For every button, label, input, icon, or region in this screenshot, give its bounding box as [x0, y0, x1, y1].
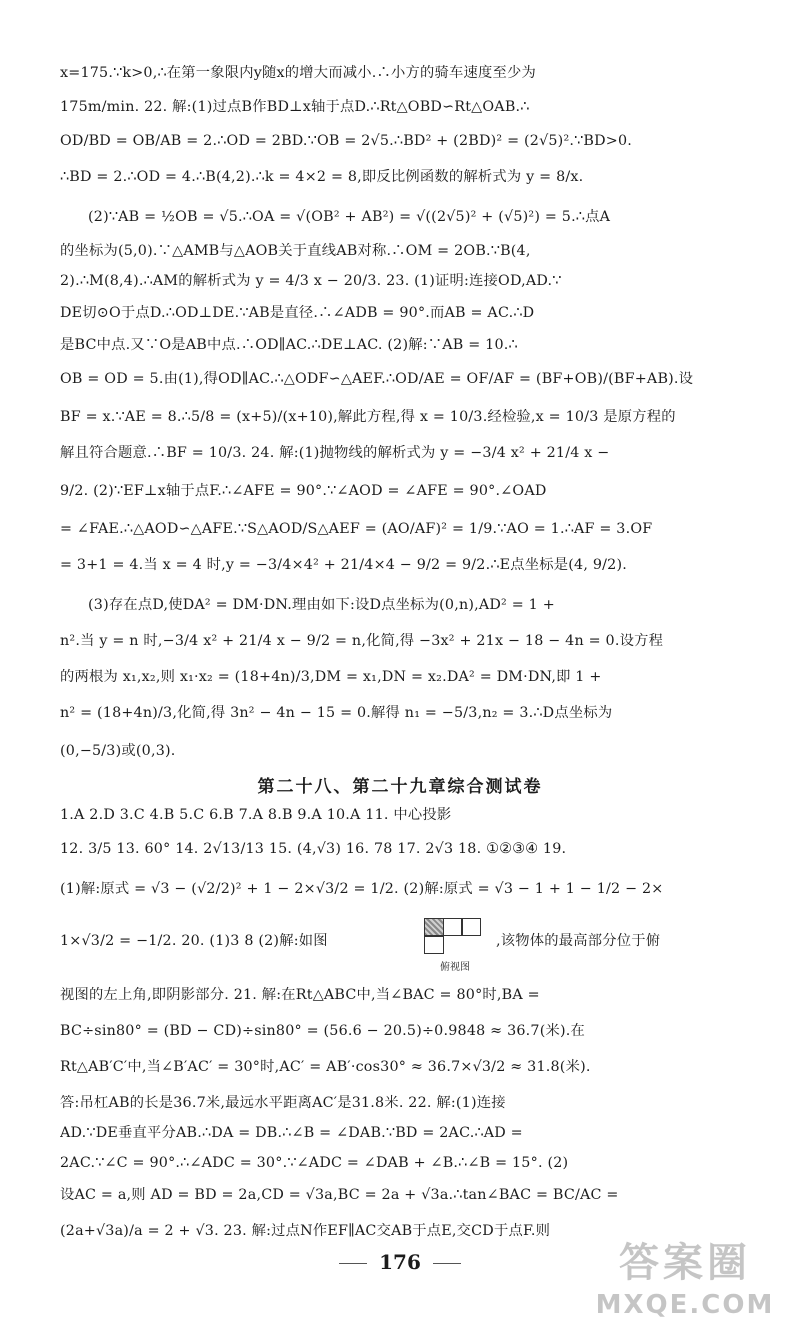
text-line: 答:吊杠AB的长是36.7米,最远水平距离AC′是31.8米. 22. 解:(1)连接	[60, 1095, 506, 1111]
watermark-cn: 答案圈	[619, 1240, 751, 1286]
section-title: 第二十八、第二十九章综合测试卷	[257, 777, 543, 797]
figure-grid-row	[424, 918, 492, 936]
figure-caption: 俯视图	[440, 962, 470, 973]
grid-cell	[424, 936, 444, 954]
text-line: DE切⊙O于点D.∴OD⊥DE.∵AB是直径.∴∠ADB = 90°.而AB = AC.∴D	[60, 305, 535, 321]
page-number-text: 176	[379, 1250, 421, 1274]
text-line: OD/BD = OB/AB = 2.∴OD = 2BD.∵OB = 2√5.∴BD² + (2BD)² = (2√5)².∵BD>0.	[60, 133, 633, 149]
text-line: 解且符合题意.∴BF = 10/3. 24. 解:(1)抛物线的解析式为 y = −3/4 x² + 21/4 x −	[60, 445, 610, 461]
top-view-figure	[424, 918, 492, 973]
grid-cell	[461, 918, 481, 936]
blank-cell	[461, 936, 481, 954]
text-line: (3)存在点D,使DA² = DM·DN.理由如下:设D点坐标为(0,n),AD² = 1 +	[88, 597, 555, 613]
text-line: OB = OD = 5.由(1),得OD∥AC.∴△ODF∽△AEF.∴OD/AE = OF/AF = (BF+OB)/(BF+AB).设	[60, 371, 694, 387]
text-line: (1)解:原式 = √3 − (√2/2)² + 1 − 2×√3/2 = 1/2. (2)解:原式 = √3 − 1 + 1 − 1/2 − 2×	[60, 881, 664, 897]
text-line: x=175.∵k>0,∴在第一象限内y随x的增大而减小.∴小方的骑车速度至少为	[60, 65, 536, 81]
figure-note: ,该物体的最高部分位于俯	[496, 933, 661, 949]
text-line: 1.A 2.D 3.C 4.B 5.C 6.B 7.A 8.B 9.A 10.A 11. 中心投影	[60, 807, 452, 823]
text-line: 2).∴M(8,4).∴AM的解析式为 y = 4/3 x − 20/3. 23. (1)证明:连接OD,AD.∵	[60, 273, 562, 289]
text-line: 2AC.∵∠C = 90°.∴∠ADC = 30°.∵∠ADC = ∠DAB + ∠B.∴∠B = 15°. (2)	[60, 1155, 569, 1171]
text-line: 的坐标为(5,0).∵△AMB与△AOB关于直线AB对称.∴OM = 2OB.∵B(4,	[60, 243, 531, 259]
text-line: = ∠FAE.∴△AOD∽△AFE.∵S△AOD/S△AEF = (AO/AF)² = 1/9.∵AO = 1.∴AF = 3.OF	[60, 521, 653, 537]
blank-cell	[443, 936, 463, 954]
dash-right	[433, 1263, 461, 1264]
dash-left	[339, 1263, 367, 1264]
text-line: (2)∵AB = ½OB = √5.∴OA = √(OB² + AB²) = √((2√5)² + (√5)²) = 5.∴点A	[88, 209, 611, 225]
text-line: 175m/min. 22. 解:(1)过点B作BD⊥x轴于点D.∴Rt△OBD∽Rt△OAB.∴	[60, 99, 530, 115]
text-line: n² = (18+4n)/3,化简,得 3n² − 4n − 15 = 0.解得 n₁ = −5/3,n₂ = 3.∴D点坐标为	[60, 705, 613, 721]
grid-cell	[443, 918, 463, 936]
text-line: 是BC中点.又∵O是AB中点.∴OD∥AC.∴DE⊥AC. (2)解:∵AB = 10.∴	[60, 337, 518, 353]
text-line: (2a+√3a)/a = 2 + √3. 23. 解:过点N作EF∥AC交AB于点E,交CD于点F.则	[60, 1223, 551, 1239]
text-line: 的两根为 x₁,x₂,则 x₁·x₂ = (18+4n)/3,DM = x₁,DN = x₂.DA² = DM·DN,即 1 +	[60, 669, 602, 685]
figure-grid-row	[424, 936, 492, 954]
text-line: AD.∵DE垂直平分AB.∴DA = DB.∴∠B = ∠DAB.∵BD = 2AC.∴AD =	[60, 1125, 523, 1141]
text-line: 12. 3/5 13. 60° 14. 2√13/13 15. (4,√3) 16. 78 17. 2√3 18. ①②③④ 19.	[60, 841, 567, 857]
text-line: Rt△AB′C′中,当∠B′AC′ = 30°时,AC′ = AB′·cos30° ≈ 36.7×√3/2 ≈ 31.8(米).	[60, 1059, 591, 1075]
watermark-logo	[580, 1238, 790, 1330]
text-line: 1×√3/2 = −1/2. 20. (1)3 8 (2)解:如图	[60, 933, 328, 949]
shaded-cell	[424, 918, 444, 936]
text-line: 设AC = a,则 AD = BD = 2a,CD = √3a,BC = 2a + √3a.∴tan∠BAC = BC/AC =	[60, 1187, 619, 1203]
text-line: 视图的左上角,即阴影部分. 21. 解:在Rt△ABC中,当∠BAC = 80°时,BA =	[60, 987, 540, 1003]
text-line: = 3+1 = 4.当 x = 4 时,y = −3/4×4² + 21/4×4 − 9/2 = 9/2.∴E点坐标是(4, 9/2).	[60, 557, 627, 573]
text-line: n².当 y = n 时,−3/4 x² + 21/4 x − 9/2 = n,化简,得 −3x² + 21x − 18 − 4n = 0.设方程	[60, 633, 664, 649]
text-line: (0,−5/3)或(0,3).	[60, 743, 176, 759]
text-line: ∴BD = 2.∴OD = 4.∴B(4,2).∴k = 4×2 = 8,即反比例函数的解析式为 y = 8/x.	[60, 169, 584, 185]
text-line: BF = x.∵AE = 8.∴5/8 = (x+5)/(x+10),解此方程,得 x = 10/3.经检验,x = 10/3 是原方程的	[60, 409, 676, 425]
text-line: 9/2. (2)∵EF⊥x轴于点F.∴∠AFE = 90°.∵∠AOD = ∠AFE = 90°.∠OAD	[60, 483, 547, 499]
watermark-url: MXQE.COM	[595, 1290, 775, 1320]
text-line: BC÷sin80° = (BD − CD)÷sin80° = (56.6 − 20.5)÷0.9848 ≈ 36.7(米).在	[60, 1023, 586, 1039]
